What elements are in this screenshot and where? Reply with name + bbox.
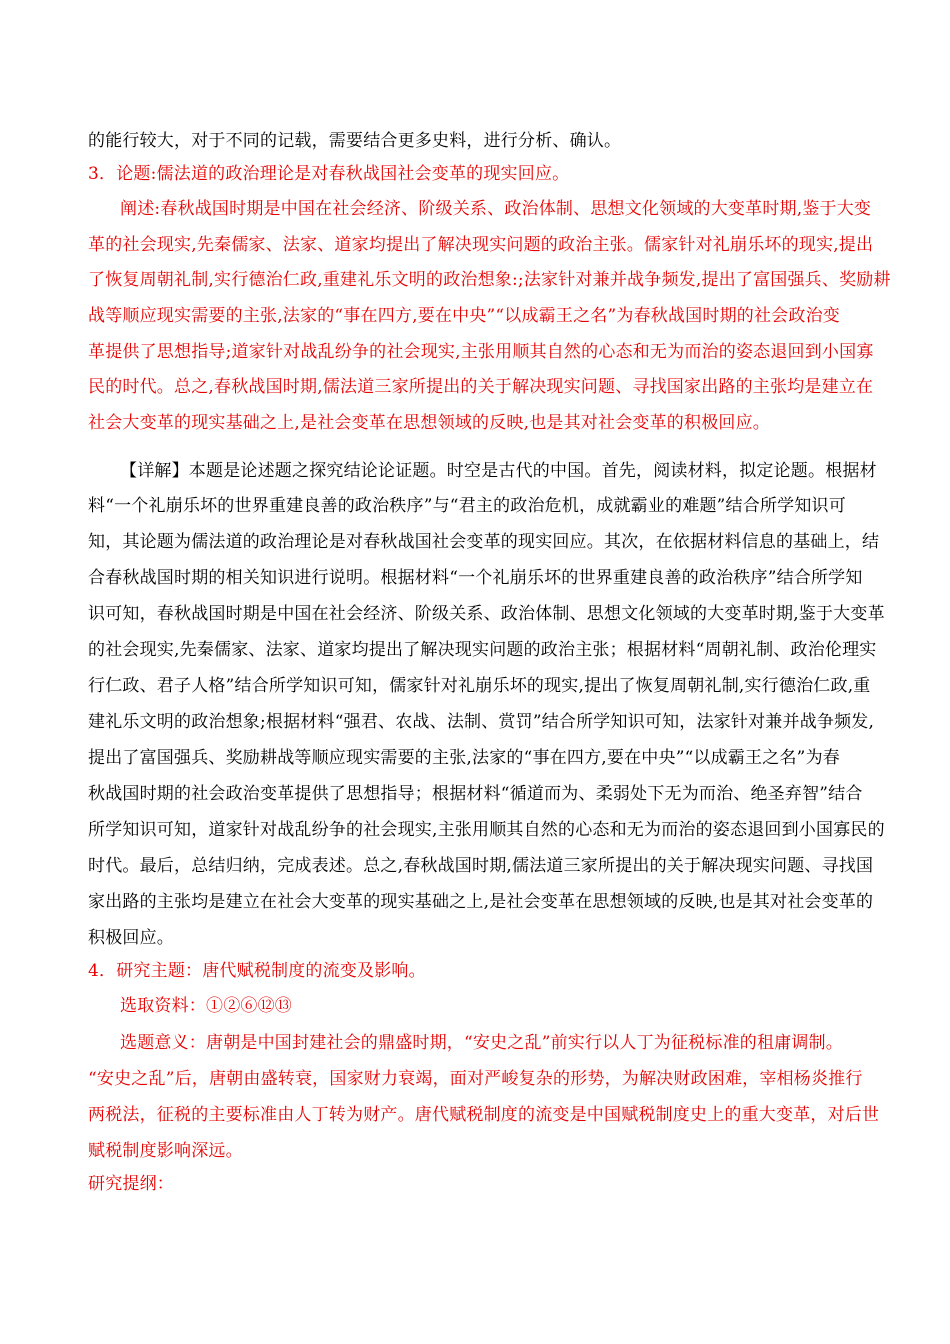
paragraph-line: 了恢复周朝礼制,实行德治仁政,重建礼乐文明的政治想象:;法家针对兼并战争频发,提出了富国强兵、奖励耕	[88, 270, 891, 290]
paragraph-line: 革的社会现实,先秦儒家、法家、道家均提出了解决现实问题的政治主张。儒家针对礼崩乐坏的现实,提出	[88, 235, 874, 255]
paragraph-line: 的社会现实,先秦儒家、法家、道家均提出了解决现实问题的政治主张；根据材料“周朝礼制、政治伦理实	[88, 640, 877, 660]
paragraph-line: 战等顺应现实需要的主张,法家的“事在四方,要在中央”“以成霸王之名”为春秋战国时期的社会政治变	[88, 306, 840, 326]
paragraph-line: “安史之乱”后，唐朝由盛转衰，国家财力衰竭，面对严峻复杂的形势，为解决财政困难，宰相杨炎推行	[88, 1069, 863, 1089]
paragraph-line: 阐述:春秋战国时期是中国在社会经济、阶级关系、政治体制、思想文化领域的大变革时期,鉴于大变	[120, 199, 872, 219]
paragraph-line: 家出路的主张均是建立在社会大变革的现实基础之上,是社会变革在思想领域的反映,也是其对社会变革的	[88, 892, 874, 912]
heading-3-thesis: 3．论题:儒法道的政治理论是对春秋战国社会变革的现实回应。	[88, 164, 570, 184]
paragraph-line: 积极回应。	[88, 928, 174, 948]
paragraph-line: 建礼乐文明的政治想象;根据材料“强君、农战、法制、赏罚”结合所学知识可知，法家针对兼并战争频发,	[88, 712, 875, 732]
paragraph-line: 秋战国时期的社会政治变革提供了思想指导；根据材料“循道而为、柔弱处下无为而治、绝圣弃智”结合	[88, 784, 863, 804]
selected-materials: 选取资料：①②⑥⑫⑬	[120, 996, 292, 1016]
paragraph-line: 识可知，春秋战国时期是中国在社会经济、阶级关系、政治体制、思想文化领域的大变革时期,鉴于大变革	[88, 604, 885, 624]
paragraph-line: 料“一个礼崩乐坏的世界重建良善的政治秩序”与“君主的政治危机，成就霸业的难题”结合所学知识可	[88, 496, 846, 516]
heading-4-topic: 4．研究主题：唐代赋税制度的流变及影响。	[88, 961, 426, 981]
paragraph-line: 赋税制度影响深远。	[88, 1141, 243, 1161]
paragraph-line: 【详解】本题是论述题之探究结论论证题。时空是古代的中国。首先，阅读材料，拟定论题。根据材	[120, 461, 877, 481]
paragraph-line: 选题意义：唐朝是中国封建社会的鼎盛时期，“安史之乱”前实行以人丁为征税标准的租庸调制。	[120, 1033, 843, 1053]
text-line: 的能行较大，对于不同的记载，需要结合更多史料，进行分析、确认。	[88, 131, 622, 151]
paragraph-line: 提出了富国强兵、奖励耕战等顺应现实需要的主张,法家的“事在四方,要在中央”“以成霸王之名”为春	[88, 748, 840, 768]
paragraph-line: 民的时代。总之,春秋战国时期,儒法道三家所提出的关于解决现实问题、寻找国家出路的主张均是建立在	[88, 377, 874, 397]
paragraph-line: 知，其论题为儒法道的政治理论是对春秋战国社会变革的现实回应。其次，在依据材料信息的基础上，结	[88, 532, 880, 552]
paragraph-line: 革提供了思想指导;道家针对战乱纷争的社会现实,主张用顺其自然的心态和无为而治的姿态退回到小国寡	[88, 342, 874, 362]
paragraph-line: 时代。最后，总结归纳，完成表述。总之,春秋战国时期,儒法道三家所提出的关于解决现实问题、寻找国	[88, 856, 874, 876]
paragraph-line: 合春秋战国时期的相关知识进行说明。根据材料“一个礼崩乐坏的世界重建良善的政治秩序”结合所学知	[88, 568, 863, 588]
paragraph-line: 两税法，征税的主要标准由人丁转为财产。唐代赋税制度的流变是中国赋税制度史上的重大变革，对后世	[88, 1105, 880, 1125]
paragraph-line: 所学知识可知，道家针对战乱纷争的社会现实,主张用顺其自然的心态和无为而治的姿态退回到小国寡民的	[88, 820, 885, 840]
research-outline-label: 研究提纲：	[88, 1174, 174, 1194]
paragraph-line: 行仁政、君子人格”结合所学知识可知，儒家针对礼崩乐坏的现实,提出了恢复周朝礼制,实行德治仁政,重	[88, 676, 871, 696]
paragraph-line: 社会大变革的现实基础之上,是社会变革在思想领域的反映,也是其对社会变革的积极回应。	[88, 413, 771, 433]
